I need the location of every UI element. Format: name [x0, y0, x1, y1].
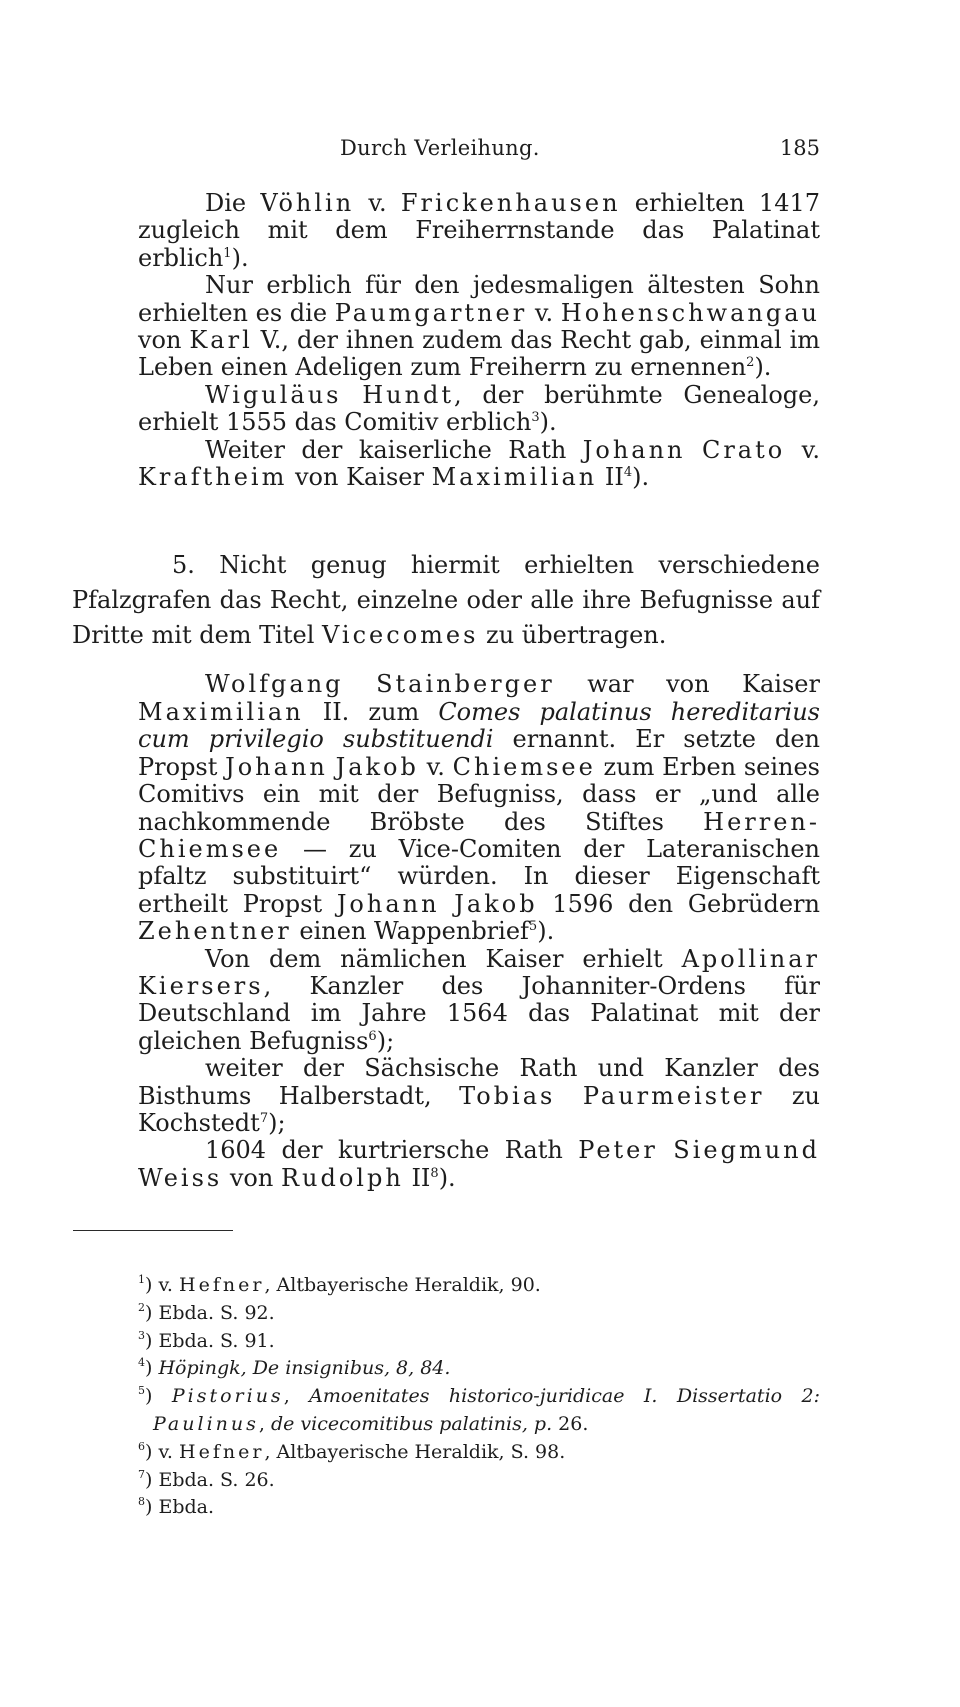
text-run: zu übertragen. — [478, 621, 667, 650]
text-run: ) v. — [145, 1274, 180, 1296]
italic-text: de vicecomitibus palatinis, p. — [270, 1412, 553, 1435]
italic-text: Amoenitates historico-juridicae I. Dissertatio 2: — [309, 1385, 820, 1408]
spaced-name: Kraftheim — [138, 463, 288, 492]
text-run: 26. — [552, 1412, 589, 1435]
footnote — [73, 1439, 820, 1467]
text-run: 1596 den Gebrüdern — [537, 889, 820, 918]
footnote-marker: 5 — [528, 919, 538, 935]
spaced-name: Hefner — [179, 1440, 265, 1463]
text-run: ); — [376, 1026, 395, 1055]
text-run — [440, 890, 455, 918]
text-run: ). — [438, 1163, 456, 1192]
page-number: 185 — [779, 136, 820, 160]
footnote-marker: 7 — [138, 1467, 145, 1481]
text-run: ). — [537, 917, 555, 946]
footnote — [73, 1328, 820, 1356]
footnote-marker: 1 — [138, 1273, 145, 1286]
text-run: II. zum — [303, 697, 439, 726]
spaced-name: Crato — [701, 435, 786, 464]
spaced-name: Apollinar — [681, 944, 820, 973]
text-run: zum Erben seines Comitivs ein mit der Befugniss, dass er „und alle nachkommende Bröbste des Stiftes — [138, 752, 820, 836]
text-run: ) Ebda. — [145, 1496, 215, 1519]
footnote — [73, 1494, 820, 1522]
text-run: weiter der Sächsische Rath und Kanzler des Bisthums Halberstadt, — [138, 1054, 820, 1110]
footnote-marker: 2 — [138, 1300, 145, 1314]
spaced-name: Karl — [189, 326, 253, 355]
footnote-marker: 5 — [138, 1384, 145, 1398]
paragraph — [138, 1137, 820, 1192]
spaced-name: Hohenschwangau — [560, 298, 820, 327]
spaced-name: Stainberger — [376, 670, 555, 699]
footnote-divider — [73, 1230, 233, 1231]
text-run: Von dem nämlichen Kaiser erhielt — [205, 944, 682, 973]
text-run: , Altbayerische Heraldik, S. 98. — [264, 1440, 566, 1463]
spaced-name: Vöhlin — [260, 189, 355, 217]
text-run: war von Kaiser — [554, 670, 820, 699]
spaced-name: Maximilian — [431, 463, 598, 492]
text-run: II — [597, 463, 624, 492]
text-run: ). — [632, 463, 650, 492]
footnote — [73, 1383, 820, 1439]
paragraph — [138, 382, 820, 437]
text-run: — zu Vice-Comiten der Lateranischen pfaltz substituirt“ würden. In dieser Eigenschaft ertheilt Propst — [138, 834, 820, 918]
text-run: v. — [418, 752, 453, 781]
spaced-name: Johann — [225, 752, 328, 781]
footnote-marker: 6 — [138, 1439, 145, 1453]
text-run: Weiter der kaiserliche Rath — [205, 435, 583, 464]
text-run: ernannt. Er setzte den Propst — [138, 725, 820, 781]
spaced-name: Paurmeister — [582, 1081, 765, 1110]
footnote — [73, 1355, 820, 1383]
footnote-marker: 2 — [746, 355, 755, 371]
text-run — [344, 670, 377, 698]
spaced-name: Siegmund — [673, 1136, 820, 1165]
text-run: v. — [785, 435, 820, 464]
text-run — [658, 1136, 673, 1164]
footnote-marker: 8 — [138, 1495, 145, 1509]
spaced-name: Herren-Chiemsee — [138, 807, 820, 863]
italic-spaced-name: Paulinus — [153, 1412, 259, 1435]
spaced-name: Tobias — [459, 1081, 556, 1110]
text-run: ) — [145, 1357, 159, 1380]
text-run: 1604 der kurtriersche Rath — [205, 1136, 579, 1165]
paragraph — [138, 671, 820, 945]
text-run: ) v. — [145, 1440, 180, 1463]
spaced-name: Maximilian — [138, 697, 304, 726]
text-run: von Kaiser — [287, 463, 432, 492]
footnote-marker: 4 — [138, 1356, 145, 1370]
footnote — [73, 1300, 820, 1328]
text-run: ) — [145, 1385, 172, 1408]
paragraph — [138, 1055, 820, 1137]
spaced-name: Johann — [582, 435, 686, 464]
text-run: II — [403, 1163, 431, 1192]
paragraph — [138, 272, 820, 382]
italic-spaced-name: Pistorius — [171, 1385, 284, 1408]
text-run: ). — [539, 408, 557, 437]
text-run: Die — [205, 189, 261, 217]
spaced-name: Johann — [336, 889, 440, 918]
text-run: ) Ebda. S. 26. — [145, 1468, 275, 1491]
text-run: einen Wappenbrief — [291, 917, 529, 946]
italic-text: Höpingk, De insignibus, 8, 84. — [158, 1357, 451, 1380]
text-run: zu Kochstedt — [138, 1081, 820, 1137]
footnote — [73, 1272, 820, 1300]
text-run: Nur erblich für den jedesmaligen ältesten Sohn erhielten es die — [138, 271, 820, 327]
paragraph — [138, 437, 820, 492]
text-run: v. — [527, 298, 561, 327]
text-run — [342, 381, 363, 409]
text-run — [555, 1082, 582, 1110]
spaced-name: Vicecomes — [322, 621, 479, 650]
spaced-name: Chiemsee — [452, 752, 596, 781]
text-run: , Kanzler des Johanniter-Ordens für Deutschland im Jahre 1564 das Palatinat mit der gleichen Befugniss — [138, 971, 820, 1055]
text-run: von — [138, 326, 190, 355]
text-run: , der berühmte Genealoge, erhielt 1555 das Comitiv erblich — [138, 380, 820, 437]
footnotes — [73, 1272, 820, 1522]
text-run: v. — [354, 189, 401, 217]
running-title: Durch Verleihung. — [340, 136, 540, 160]
running-head — [138, 136, 820, 166]
footnote-marker: 6 — [368, 1028, 377, 1044]
footnote-marker: 3 — [138, 1328, 145, 1342]
text-run: erhielten 1417 zugleich mit dem Freiherrnstande das Palatinat erblich — [138, 189, 820, 272]
text-run: 5. Nicht genug hiermit erhielten verschiedene Pfalzgrafen das Recht, einzelne oder alle ihre Befugnisse auf Dritte mit dem Titel — [72, 551, 820, 650]
footnote — [73, 1467, 820, 1495]
text-run — [328, 753, 336, 781]
spaced-name: Wiguläus — [205, 380, 342, 409]
spaced-name: Jakob — [335, 752, 419, 781]
footnote-marker: 8 — [430, 1165, 439, 1181]
spaced-name: Hundt — [362, 380, 455, 409]
spaced-name: Paumgartner — [334, 298, 528, 327]
text-run: von — [222, 1163, 281, 1192]
text-run: V., der ihnen zudem das Recht gab, einmal im Leben einen Adeligen zum Freiherrn zu ernennen — [138, 326, 821, 382]
spaced-name: Jakob — [454, 889, 538, 918]
section-paragraph — [72, 548, 820, 653]
body-text — [72, 189, 821, 1192]
spaced-name: Peter — [578, 1136, 658, 1165]
text-run: ) Ebda. S. 91. — [145, 1329, 275, 1352]
text-run: , Altbayerische Heraldik, 90. — [264, 1274, 541, 1296]
footnote-marker: 1 — [223, 245, 232, 261]
text-run: ) Ebda. S. 92. — [145, 1301, 275, 1324]
text-run: , — [258, 1412, 271, 1435]
text-run: , — [283, 1385, 310, 1408]
spaced-name: Kiersers — [138, 971, 264, 1000]
footnote-marker: 4 — [623, 465, 633, 481]
text-run: ). — [231, 243, 249, 272]
paragraph — [138, 946, 820, 1056]
spaced-name: Wolfgang — [205, 670, 344, 699]
spaced-name: Hefner — [179, 1274, 265, 1296]
spaced-name: Weiss — [138, 1163, 223, 1192]
spaced-name: Rudolph — [280, 1163, 404, 1192]
spaced-name: Frickenhausen — [400, 189, 621, 217]
text-run — [686, 436, 702, 464]
text-run: ). — [754, 353, 772, 382]
italic-text: Comes palatinus hereditarius cum privilegio substituendi — [138, 697, 820, 754]
footnote-marker: 3 — [531, 410, 540, 426]
text-run: ); — [268, 1108, 286, 1137]
footnote-marker: 7 — [259, 1110, 269, 1126]
paragraph — [138, 190, 820, 272]
spaced-name: Zehentner — [138, 917, 292, 946]
